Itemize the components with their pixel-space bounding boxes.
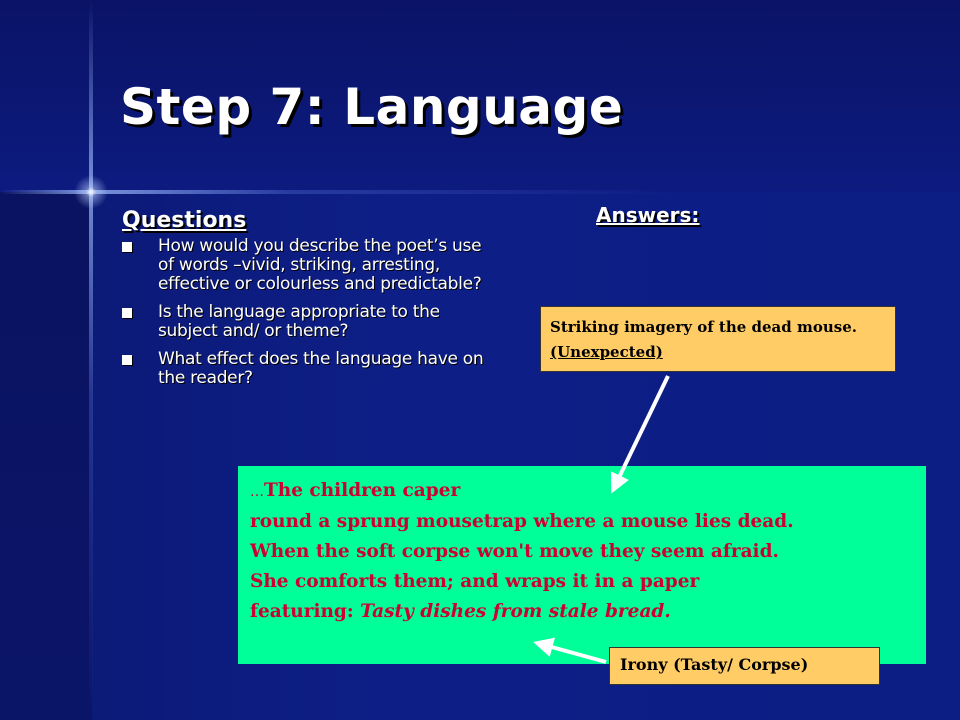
question-item — [122, 237, 502, 294]
glow-line-vertical — [89, 0, 93, 720]
slide-title: Step 7: Language — [120, 78, 624, 136]
irony-annotation-box — [609, 647, 880, 685]
poem-italic-text: Tasty dishes from stale bread. — [360, 601, 671, 622]
poem-ellipsis: … — [250, 484, 264, 500]
sparkle-decoration — [71, 172, 111, 212]
questions-section — [122, 208, 502, 397]
question-text: What effect does the language have on the reader? — [158, 349, 484, 388]
question-item — [122, 350, 502, 388]
glow-line-horizontal — [0, 190, 960, 194]
poem-line: She comforts them; and wraps it in a paper — [250, 571, 700, 592]
question-text: Is the language appropriate to the subject and/ or theme? — [158, 302, 440, 341]
poem-line-text: featuring: — [250, 601, 361, 622]
poem-line: round a sprung mousetrap where a mouse lies dead. — [250, 511, 794, 532]
questions-heading: Questions — [122, 208, 247, 233]
poem-excerpt-box — [238, 466, 926, 664]
poem-line-text: The children caper — [264, 480, 461, 501]
question-text: How would you describe the poet’s use of words –vivid, striking, arresting, effective or colourless and predictable? — [158, 236, 482, 294]
square-bullet-icon — [122, 308, 132, 318]
imagery-annotation-text: Striking imagery of the dead mouse. — [550, 318, 857, 336]
imagery-annotation-underlined: (Unexpected) — [550, 343, 663, 361]
square-bullet-icon — [122, 355, 132, 365]
square-bullet-icon — [122, 242, 132, 252]
irony-annotation-text: Irony (Tasty/ Corpse) — [620, 655, 809, 674]
answers-heading: Answers: — [596, 203, 700, 227]
poem-line — [250, 476, 926, 507]
poem-line: When the soft corpse won't move they seem afraid. — [250, 541, 779, 562]
poem-line — [250, 597, 926, 627]
question-item — [122, 303, 502, 341]
imagery-annotation-box — [540, 306, 896, 372]
